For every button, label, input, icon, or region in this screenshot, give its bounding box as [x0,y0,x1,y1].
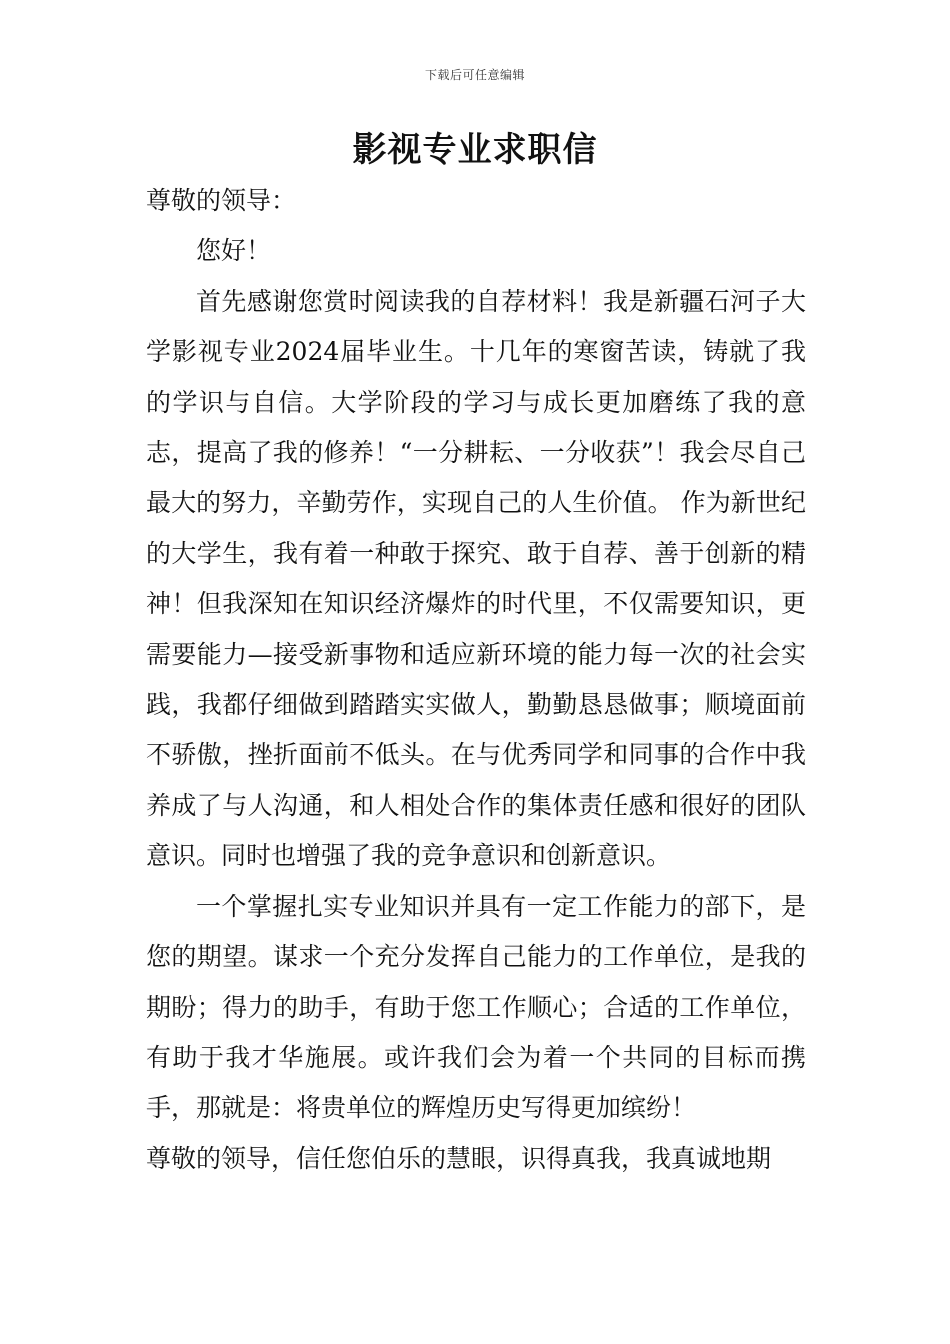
paragraph-2: 一个掌握扎实专业知识并具有一定工作能力的部下，是您的期望。谋求一个充分发挥自己能力的工作单位，是我的期盼；得力的助手，有助于您工作顺心；合适的工作单位，有助于我才华施展。或许我们会为着一个共同的目标而携手，那就是：将贵单位的辉煌历史写得更加缤纷！ [146,891,806,1123]
greeting: 您好！ [196,236,272,266]
document-title: 影视专业求职信 [352,130,598,170]
salutation: 尊敬的领导： [146,186,297,215]
closing-line: 尊敬的领导，信任您伯乐的慧眼，识得真我，我真诚地期 [146,1143,772,1173]
header-note: 下载后可任意编辑 [424,68,525,82]
paragraph-1: 首先感谢您赏时阅读我的自荐材料！我是新疆石河子大学影视专业2024届毕业生。十几年的寒窗苦读，铸就了我的学识与自信。大学阶段的学习与成长更加磨练了我的意志，提高了我的修养！“一分耕耘、一分收获”！我会尽自己最大的努力，辛勤劳作，实现自己的人生价值。 作为新世纪的大学生，我有着一种敢于探究、敢于自荐、善于创新的精神！但我深知在知识经济爆炸的时代里，不仅需要知识，更需要能力—接受新事物和适应新环境的能力每一次的社会实践，我都仔细做到踏踏实实做人，勤勤恳恳做事；顺境面前不骄傲，挫折面前不低头。在与优秀同学和同事的合作中我养成了与人沟通，和人相处合作的集体责任感和很好的团队意识。同时也增强了我的竞争意识和创新意识。 [146,286,806,871]
letter-body [146,176,806,1184]
